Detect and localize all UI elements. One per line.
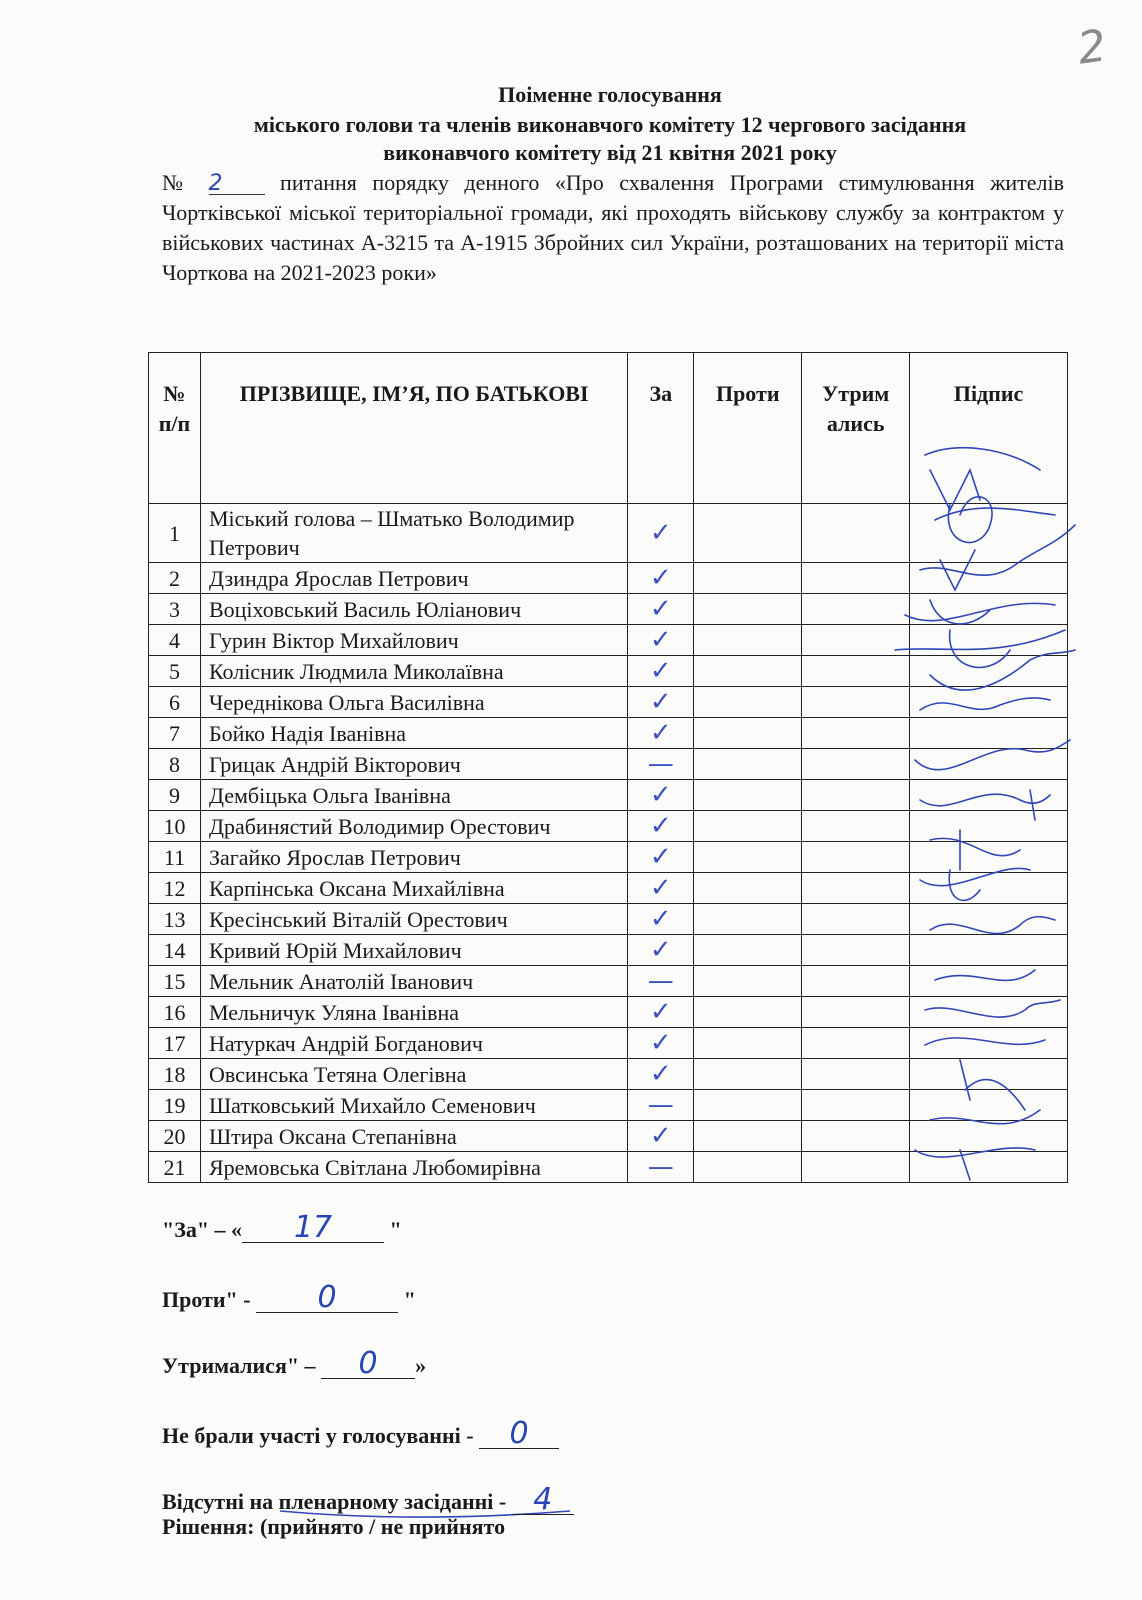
signature-cell	[910, 842, 1068, 873]
member-name: Загайко Ярослав Петрович	[200, 842, 627, 873]
vote-abstain-cell	[802, 811, 910, 842]
member-name: Яремовська Світлана Любомирівна	[200, 1152, 627, 1183]
signature-cell	[910, 1090, 1068, 1121]
row-number: 21	[149, 1152, 201, 1183]
summary-absent: Відсутні на пленарному засіданні - 4	[162, 1486, 574, 1515]
member-name: Шатковський Михайло Семенович	[200, 1090, 627, 1121]
item-number: 2	[209, 174, 265, 195]
member-name: Колісник Людмила Миколаївна	[200, 656, 627, 687]
vote-against-cell	[694, 904, 802, 935]
vote-against-cell	[694, 749, 802, 780]
vote-against-cell	[694, 997, 802, 1028]
signature-cell	[910, 1121, 1068, 1152]
summary-against: Проти" - 0 "	[162, 1280, 416, 1315]
table-row	[149, 504, 1068, 563]
against-count: 0	[256, 1284, 398, 1313]
member-name: Дзиндра Ярослав Петрович	[200, 563, 627, 594]
table-row	[149, 842, 1068, 873]
vote-for-mark: ✓	[628, 873, 694, 904]
vote-against-cell	[694, 966, 802, 997]
signature-cell	[910, 563, 1068, 594]
vote-for-mark: ✓	[628, 625, 694, 656]
vote-abstain-cell	[802, 563, 910, 594]
agenda-item	[162, 168, 1064, 288]
row-number: 7	[149, 718, 201, 749]
row-number: 11	[149, 842, 201, 873]
row-number: 18	[149, 1059, 201, 1090]
row-number: 5	[149, 656, 201, 687]
signature-cell	[910, 656, 1068, 687]
vote-abstain-cell	[802, 594, 910, 625]
vote-abstain-cell	[802, 904, 910, 935]
member-name: Мельничук Уляна Іванівна	[200, 997, 627, 1028]
table-row	[149, 1121, 1068, 1152]
vote-for-mark: ✓	[628, 656, 694, 687]
header-against: Проти	[694, 353, 802, 504]
vote-abstain-cell	[802, 1121, 910, 1152]
vote-against-cell	[694, 1028, 802, 1059]
row-number: 3	[149, 594, 201, 625]
table-row	[149, 997, 1068, 1028]
vote-for-mark: ✓	[628, 594, 694, 625]
vote-against-cell	[694, 625, 802, 656]
member-name: Грицак Андрій Вікторович	[200, 749, 627, 780]
table-header-row	[149, 353, 1068, 504]
page-number: 2	[1074, 20, 1110, 75]
table-row	[149, 780, 1068, 811]
table-row	[149, 656, 1068, 687]
row-number: 20	[149, 1121, 201, 1152]
vote-abstain-cell	[802, 873, 910, 904]
voting-table	[148, 352, 1068, 1183]
summary-for: "За" – « 17 "	[162, 1210, 402, 1245]
table-row	[149, 1028, 1068, 1059]
signature-cell	[910, 873, 1068, 904]
vote-against-cell	[694, 873, 802, 904]
row-number: 4	[149, 625, 201, 656]
table-row	[149, 873, 1068, 904]
row-number: 15	[149, 966, 201, 997]
table-row	[149, 594, 1068, 625]
member-name: Карпінська Оксана Михайлівна	[200, 873, 627, 904]
vote-abstain-cell	[802, 749, 910, 780]
signature-cell	[910, 904, 1068, 935]
summary-abstained: Утрималися" – 0 »	[162, 1346, 427, 1381]
vote-for-mark: —	[628, 1090, 694, 1121]
document-subtitle-1: міського голови та членів виконавчого комітету 12 чергового засідання	[253, 112, 967, 137]
vote-abstain-cell	[802, 1059, 910, 1090]
vote-against-cell	[694, 1152, 802, 1183]
row-number: 9	[149, 780, 201, 811]
row-number: 16	[149, 997, 201, 1028]
vote-for-mark: —	[628, 966, 694, 997]
member-name: Драбинястий Володимир Орестович	[200, 811, 627, 842]
item-number-prefix: №	[162, 170, 194, 195]
vote-abstain-cell	[802, 997, 910, 1028]
vote-against-cell	[694, 780, 802, 811]
row-number: 13	[149, 904, 201, 935]
document-title: Поіменне голосування	[498, 82, 722, 107]
member-name: Штира Оксана Степанівна	[200, 1121, 627, 1152]
signature-cell	[910, 625, 1068, 656]
vote-abstain-cell	[802, 504, 910, 563]
signature-cell	[910, 594, 1068, 625]
member-name: Дембіцька Ольга Іванівна	[200, 780, 627, 811]
vote-abstain-cell	[802, 1090, 910, 1121]
member-name: Кресінський Віталій Орестович	[200, 904, 627, 935]
vote-against-cell	[694, 811, 802, 842]
row-number: 6	[149, 687, 201, 718]
header-for: За	[628, 353, 694, 504]
vote-abstain-cell	[802, 718, 910, 749]
header-signature: Підпис	[910, 353, 1068, 504]
item-text: питання порядку денного «Про схвалення Програми стимулювання жителів Чортківської міської територіальної громади, які проходять військову службу за контрактом у військових частинах А-3215 та А-1915 Збройних сил України, розташованих на території міста Чорткова на 2021-2023 роки»	[162, 170, 1065, 285]
table-row	[149, 1152, 1068, 1183]
vote-abstain-cell	[802, 1028, 910, 1059]
vote-against-cell	[694, 504, 802, 563]
decision-line: Рішення: (прийнято / не прийнято	[162, 1514, 506, 1539]
vote-for-mark: ✓	[628, 935, 694, 966]
row-number: 19	[149, 1090, 201, 1121]
vote-for-mark: ✓	[628, 1059, 694, 1090]
vote-against-cell	[694, 563, 802, 594]
row-number: 14	[149, 935, 201, 966]
signature-cell	[910, 504, 1068, 563]
signature-cell	[910, 811, 1068, 842]
vote-for-mark: —	[628, 1152, 694, 1183]
not-participated-count: 0	[479, 1420, 559, 1449]
header-abstain: Утрим ались	[802, 353, 910, 504]
vote-abstain-cell	[802, 966, 910, 997]
vote-abstain-cell	[802, 625, 910, 656]
member-name: Гурин Віктор Михайлович	[200, 625, 627, 656]
vote-against-cell	[694, 1090, 802, 1121]
row-number: 2	[149, 563, 201, 594]
vote-for-mark: —	[628, 749, 694, 780]
summary-not-participated: Не брали участі у голосуванні - 0	[162, 1420, 559, 1449]
vote-for-mark: ✓	[628, 997, 694, 1028]
row-number: 8	[149, 749, 201, 780]
table-row	[149, 904, 1068, 935]
vote-abstain-cell	[802, 656, 910, 687]
signature-cell	[910, 687, 1068, 718]
vote-against-cell	[694, 594, 802, 625]
signature-cell	[910, 780, 1068, 811]
vote-for-mark: ✓	[628, 563, 694, 594]
for-count: 17	[242, 1214, 384, 1243]
vote-against-cell	[694, 718, 802, 749]
vote-abstain-cell	[802, 780, 910, 811]
vote-against-cell	[694, 935, 802, 966]
table-row	[149, 563, 1068, 594]
abstained-count: 0	[321, 1350, 415, 1379]
signature-cell	[910, 749, 1068, 780]
vote-for-mark: ✓	[628, 811, 694, 842]
signature-cell	[910, 718, 1068, 749]
vote-for-mark: ✓	[628, 718, 694, 749]
member-name: Бойко Надія Іванівна	[200, 718, 627, 749]
table-row	[149, 1059, 1068, 1090]
vote-against-cell	[694, 656, 802, 687]
vote-against-cell	[694, 842, 802, 873]
signature-cell	[910, 997, 1068, 1028]
vote-against-cell	[694, 1121, 802, 1152]
vote-for-mark: ✓	[628, 904, 694, 935]
vote-against-cell	[694, 1059, 802, 1090]
row-number: 10	[149, 811, 201, 842]
signature-cell	[910, 935, 1068, 966]
signature-cell	[910, 1028, 1068, 1059]
header-name: ПРІЗВИЩЕ, ІМ’Я, ПО БАТЬКОВІ	[200, 353, 627, 504]
document-subtitle-2: виконавчого комітету від 21 квітня 2021 року	[383, 140, 837, 165]
vote-abstain-cell	[802, 935, 910, 966]
row-number: 12	[149, 873, 201, 904]
signature-cell	[910, 966, 1068, 997]
table-row	[149, 935, 1068, 966]
member-name: Воціховський Василь Юліанович	[200, 594, 627, 625]
member-name: Натуркач Андрій Богданович	[200, 1028, 627, 1059]
signature-cell	[910, 1059, 1068, 1090]
vote-for-mark: ✓	[628, 842, 694, 873]
header-num: № п/п	[149, 353, 201, 504]
member-name: Мельник Анатолій Іванович	[200, 966, 627, 997]
table-row	[149, 687, 1068, 718]
vote-abstain-cell	[802, 1152, 910, 1183]
vote-abstain-cell	[802, 842, 910, 873]
vote-for-mark: ✓	[628, 1028, 694, 1059]
vote-for-mark: ✓	[628, 1121, 694, 1152]
vote-abstain-cell	[802, 687, 910, 718]
table-row	[149, 625, 1068, 656]
table-row	[149, 718, 1068, 749]
vote-for-mark: ✓	[628, 504, 694, 563]
member-name: Кривий Юрій Михайлович	[200, 935, 627, 966]
signature-cell	[910, 1152, 1068, 1183]
vote-against-cell	[694, 687, 802, 718]
row-number: 1	[149, 504, 201, 563]
table-row	[149, 749, 1068, 780]
table-row	[149, 811, 1068, 842]
vote-for-mark: ✓	[628, 780, 694, 811]
row-number: 17	[149, 1028, 201, 1059]
member-name: Череднікова Ольга Василівна	[200, 687, 627, 718]
member-name: Овсинська Тетяна Олегівна	[200, 1059, 627, 1090]
table-row	[149, 966, 1068, 997]
table-row	[149, 1090, 1068, 1121]
member-name: Міський голова – Шматько Володимир Петрович	[200, 504, 627, 563]
absent-count: 4	[512, 1486, 574, 1515]
vote-for-mark: ✓	[628, 687, 694, 718]
